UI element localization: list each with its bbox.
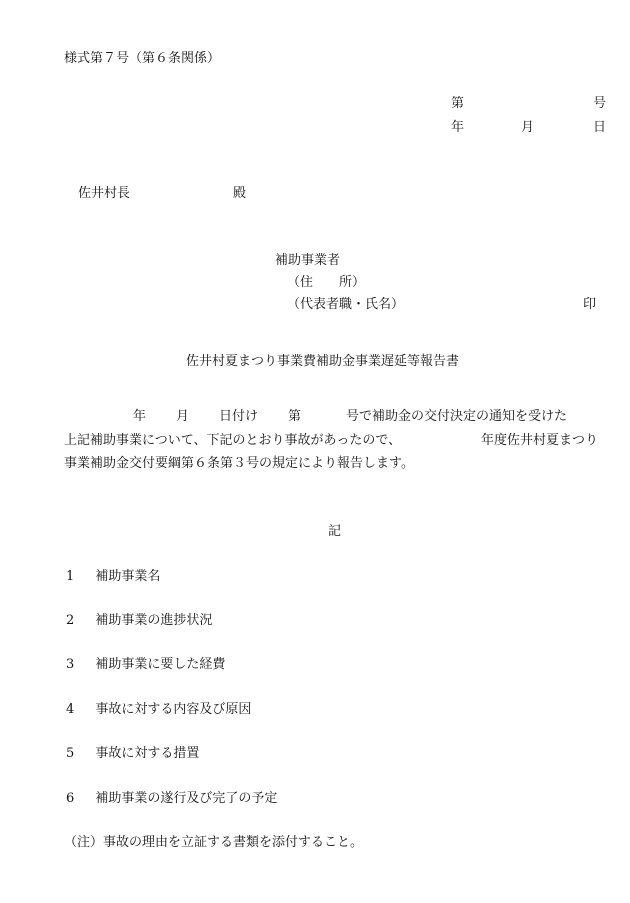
addressee-honorific: 殿 [233,186,247,201]
item-label: 補助事業の進捗状況 [95,613,213,628]
body-l1-rest: 号で補助金の交付決定の通知を受けた [346,409,568,424]
note: （注）事故の理由を立証する書類を添付すること。 [64,835,364,850]
body-l2-b: 年度佐井村夏まつり [481,433,599,448]
applicant-representative-label: （代表者職・氏名） [287,297,405,312]
document-title: 佐井村夏まつり事業費補助金事業遅延等報告書 [186,354,460,369]
date-hi: 日 [593,120,607,135]
body-line-3: 事業補助金交付要綱第６条第３号の規定により報告します。 [64,456,414,471]
form-number: 様式第７号（第６条関係） [64,51,221,66]
body-line-2 [0,434,630,450]
item-label: 事故に対する措置 [95,746,200,761]
item-number: 2 [66,613,75,628]
date-tsuki: 月 [521,120,535,135]
doc-number-dai: 第 [451,96,465,111]
list-item [66,747,199,760]
item-number: 4 [66,702,75,717]
item-label: 事故に対する内容及び原因 [95,702,252,717]
item-number: 1 [66,569,75,584]
item-number: 5 [66,746,75,761]
ki-heading: 記 [328,524,342,539]
date-nen: 年 [451,120,465,135]
list-item [66,570,160,583]
body-line-1 [0,410,630,426]
list-item [66,658,225,671]
item-number: 6 [66,791,75,806]
list-item [66,792,277,805]
doc-number-go: 号 [593,96,607,111]
body-l1-hizuke: 日付け [219,409,259,424]
item-label: 補助事業に要した経費 [95,657,226,672]
item-label: 補助事業名 [95,569,161,584]
body-l1-nen: 年 [133,409,147,424]
applicant-seal: 印 [583,297,597,312]
addressee-name: 佐井村長 [78,186,131,201]
body-l1-tsuki: 月 [176,409,190,424]
list-item [66,703,251,716]
list-item [66,614,212,627]
applicant-address-label: （住 所） [287,275,366,290]
body-l1-dai: 第 [288,409,302,424]
applicant-label: 補助事業者 [275,253,341,268]
item-label: 補助事業の遂行及び完了の予定 [95,791,278,806]
body-l2-a: 上記補助事業について、下記のとおり事故があったので、 [64,433,402,448]
item-number: 3 [66,657,75,672]
